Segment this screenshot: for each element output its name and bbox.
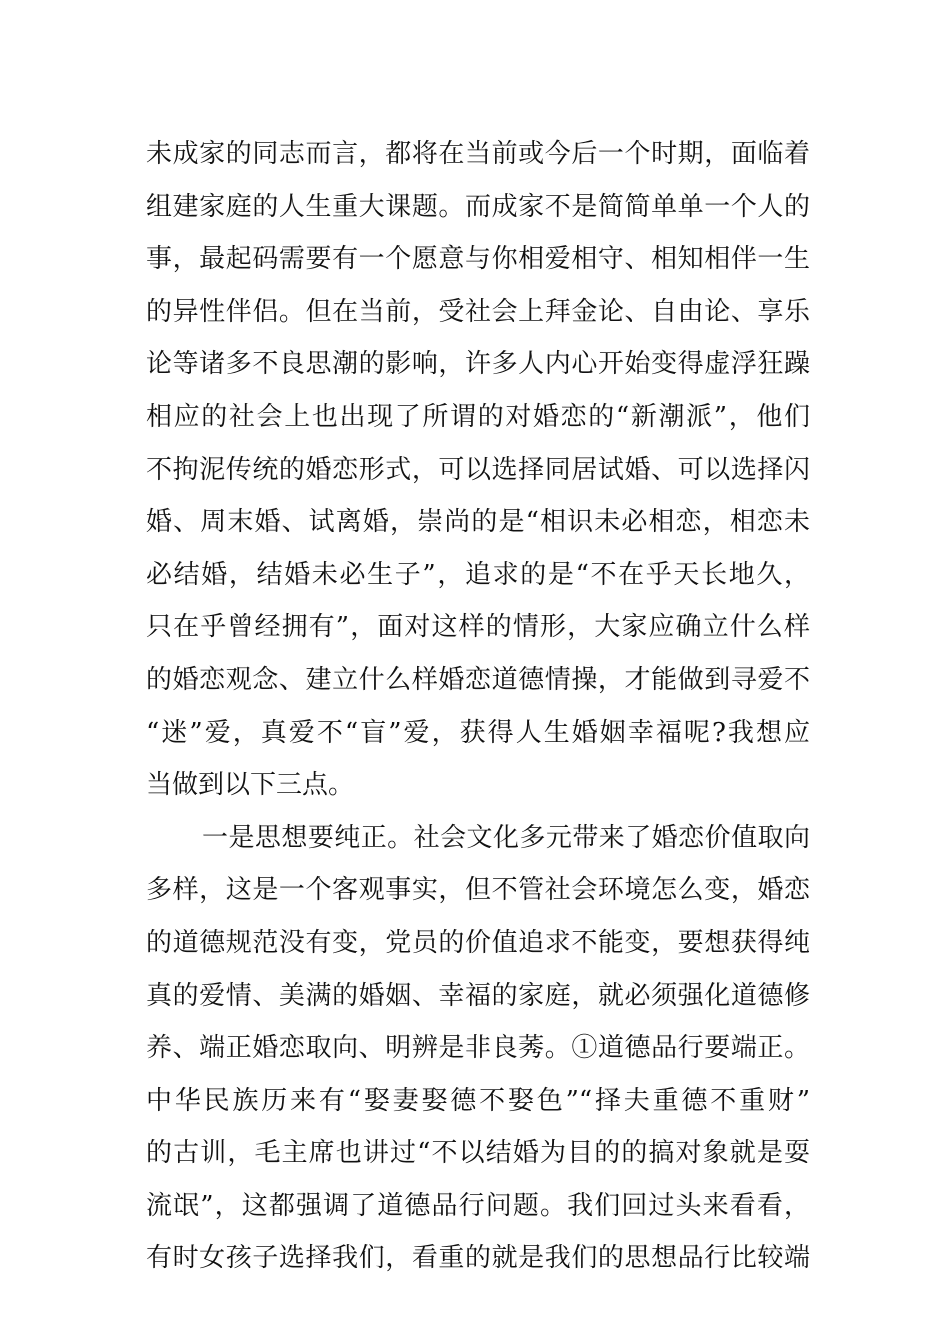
text-line-5: 论等诸多不良思潮的影响，许多人内心开始变得虚浮狂躁: [146, 349, 810, 380]
text-line-19: 中华民族历来有“娶妻娶德不娶色”“择夫重德不重财”: [146, 1085, 810, 1116]
text-line-22: 有时女孩子选择我们，看重的就是我们的思想品行比较端: [146, 1243, 810, 1274]
text-line-12: “迷”爱，真爱不“盲”爱，获得人生婚姻幸福呢?我想应: [146, 717, 810, 748]
text-line-15: 多样，这是一个客观事实，但不管社会环境怎么变，婚恋: [146, 875, 810, 906]
text-line-11: 的婚恋观念、建立什么样婚恋道德情操，才能做到寻爱不: [146, 664, 810, 695]
text-line-9: 必结婚，结婚未必生子”，追求的是“不在乎天长地久，: [146, 559, 810, 590]
text-line-3: 事，最起码需要有一个愿意与你相爱相守、相知相伴一生: [146, 244, 810, 275]
text-line-10: 只在乎曾经拥有”，面对这样的情形，大家应确立什么样: [146, 612, 810, 643]
text-line-6: 相应的社会上也出现了所谓的对婚恋的“新潮派”，他们: [146, 401, 810, 432]
text-line-21: 流氓”，这都强调了道德品行问题。我们回过头来看看，: [146, 1190, 810, 1221]
text-line-7: 不拘泥传统的婚恋形式，可以选择同居试婚、可以选择闪: [146, 454, 810, 485]
text-line-17: 真的爱情、美满的婚姻、幸福的家庭，就必须强化道德修: [146, 980, 810, 1011]
text-line-2: 组建家庭的人生重大课题。而成家不是简简单单一个人的: [146, 191, 810, 222]
text-line-20: 的古训，毛主席也讲过“不以结婚为目的的搞对象就是耍: [146, 1138, 810, 1169]
text-line-16: 的道德规范没有变，党员的价值追求不能变，要想获得纯: [146, 927, 810, 958]
text-line-18: 养、端正婚恋取向、明辨是非良莠。①道德品行要端正。: [146, 1033, 810, 1064]
text-line-13: 当做到以下三点。: [146, 770, 355, 801]
text-line-8: 婚、周末婚、试离婚，崇尚的是“相识未必相恋，相恋未: [146, 507, 810, 538]
text-line-14: 一是思想要纯正。社会文化多元带来了婚恋价值取向: [202, 822, 810, 853]
body-text: [146, 128, 810, 1285]
text-line-1: 未成家的同志而言，都将在当前或今后一个时期，面临着: [146, 139, 810, 169]
text-line-4: 的异性伴侣。但在当前，受社会上拜金论、自由论、享乐: [146, 296, 810, 327]
